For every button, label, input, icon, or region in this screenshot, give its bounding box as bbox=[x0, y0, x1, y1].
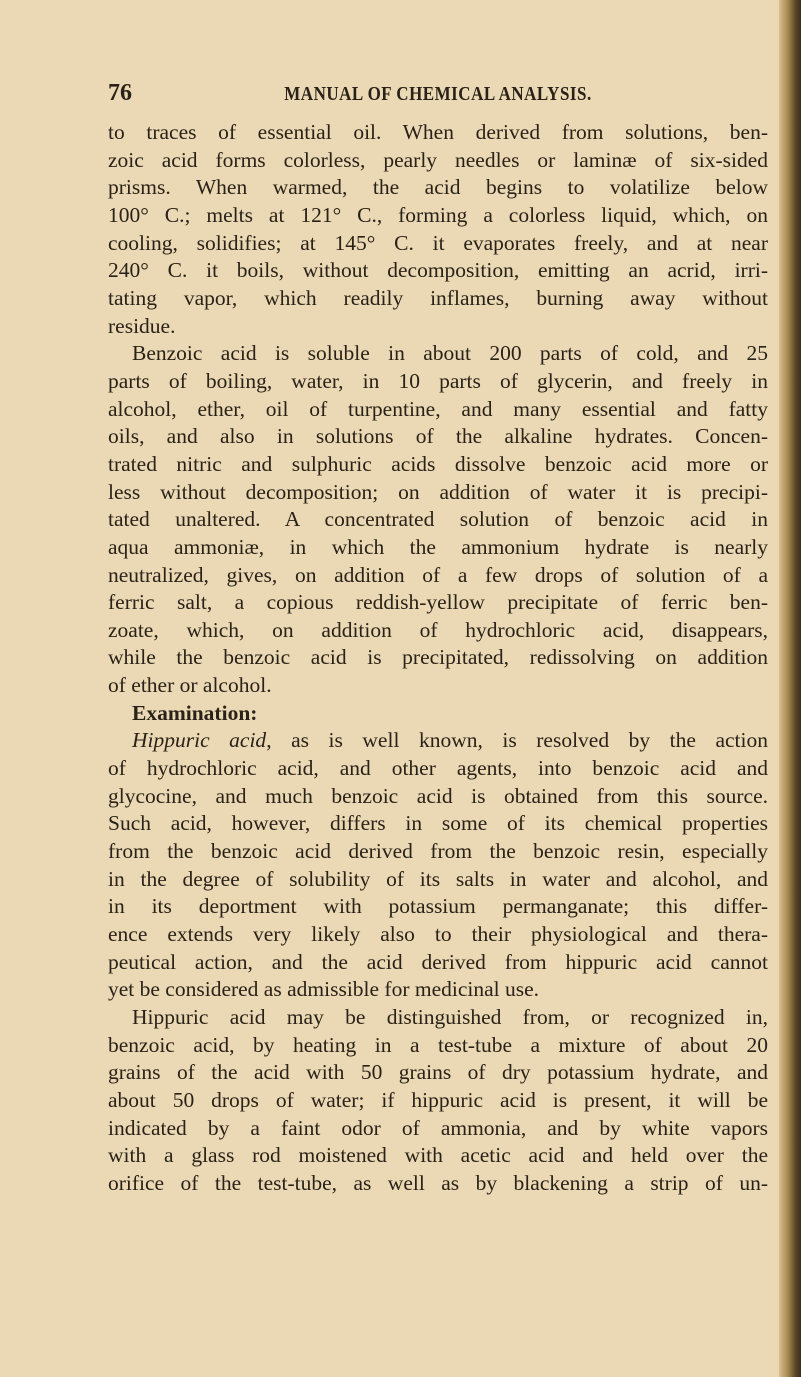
text-line: yet be considered as admissible for medicinal use. bbox=[108, 977, 540, 1002]
running-title: MANUAL OF CHEMICAL ANALYSIS. bbox=[284, 82, 592, 105]
text-line: Hippuric acid may be distinguished from, or recognized in, bbox=[132, 1005, 768, 1029]
text-line: grains of the acid with 50 grains of dry potassium hydrate, and bbox=[108, 1060, 768, 1085]
text-line: with a glass rod moistened with acetic acid and held over the bbox=[108, 1143, 768, 1168]
text-line: while the benzoic acid is precipitated, redissolving on addition bbox=[108, 645, 768, 670]
text-line: glycocine, and much benzoic acid is obtained from this source. bbox=[108, 783, 768, 808]
text-line: of hydrochloric acid, and other agents, into benzoic acid and bbox=[108, 756, 768, 781]
text-line: ferric salt, a copious reddish-yellow precipitate of ferric ben- bbox=[108, 590, 768, 615]
text-line: zoic acid forms colorless, pearly needles or laminæ of six-sided bbox=[108, 147, 768, 172]
text-line: oils, and also in solutions of the alkaline hydrates. Concen- bbox=[108, 424, 768, 449]
italic-term: Hippuric acid bbox=[132, 728, 267, 753]
page-header bbox=[108, 80, 768, 110]
text-line bbox=[108, 727, 768, 755]
text-line: neutralized, gives, on addition of a few drops of solution of a bbox=[108, 562, 768, 587]
text-line: tating vapor, which readily inflames, burning away without bbox=[108, 285, 768, 310]
text-line: about 50 drops of water; if hippuric acid is present, it will be bbox=[108, 1087, 768, 1112]
text-line: alcohol, ether, oil of turpentine, and many essential and fatty bbox=[108, 396, 768, 421]
line-text: , as is well known, is resolved by the action bbox=[266, 728, 768, 753]
text-line: parts of boiling, water, in 10 parts of glycerin, and freely in bbox=[108, 368, 768, 393]
text-line: Benzoic acid is soluble in about 200 parts of cold, and 25 bbox=[132, 341, 768, 366]
page-edge-shadow bbox=[779, 0, 801, 1377]
text-line: of ether or alcohol. bbox=[108, 673, 272, 698]
text-line: trated nitric and sulphuric acids dissolve benzoic acid more or bbox=[108, 451, 768, 476]
text-line: prisms. When warmed, the acid begins to volatilize below bbox=[108, 175, 768, 200]
text-line: orifice of the test-tube, as well as by blackening a strip of un- bbox=[108, 1170, 768, 1195]
text-line: in its deportment with potassium permanganate; this differ- bbox=[108, 894, 768, 919]
text-line: benzoic acid, by heating in a test-tube a mixture of about 20 bbox=[108, 1032, 768, 1057]
text-line: in the degree of solubility of its salts in water and alcohol, and bbox=[108, 866, 768, 891]
text-line: to traces of essential oil. When derived from solutions, ben- bbox=[108, 120, 768, 144]
text-line: tated unaltered. A concentrated solution of benzoic acid in bbox=[108, 507, 768, 532]
page-body bbox=[108, 119, 768, 1198]
section-heading: Examination: bbox=[132, 700, 258, 725]
text-line: residue. bbox=[108, 313, 176, 338]
text-line: 240° C. it boils, without decomposition, emitting an acrid, irri- bbox=[108, 258, 768, 283]
text-line: Such acid, however, differs in some of its chemical properties bbox=[108, 811, 768, 836]
text-line: indicated by a faint odor of ammonia, and by white vapors bbox=[108, 1115, 768, 1140]
text-line: 100° C.; melts at 121° C., forming a colorless liquid, which, on bbox=[108, 202, 768, 227]
text-line: ence extends very likely also to their physiological and thera- bbox=[108, 922, 768, 947]
text-line: zoate, which, on addition of hydrochloric acid, disappears, bbox=[108, 617, 768, 642]
text-line: cooling, solidifies; at 145° C. it evaporates freely, and at near bbox=[108, 230, 768, 255]
text-line: less without decomposition; on addition of water it is precipi- bbox=[108, 479, 768, 504]
text-line: from the benzoic acid derived from the benzoic resin, especially bbox=[108, 839, 768, 864]
text-line: aqua ammoniæ, in which the ammonium hydrate is nearly bbox=[108, 534, 768, 559]
page-number: 76 bbox=[108, 80, 132, 106]
text-line: peutical action, and the acid derived from hippuric acid cannot bbox=[108, 949, 768, 974]
